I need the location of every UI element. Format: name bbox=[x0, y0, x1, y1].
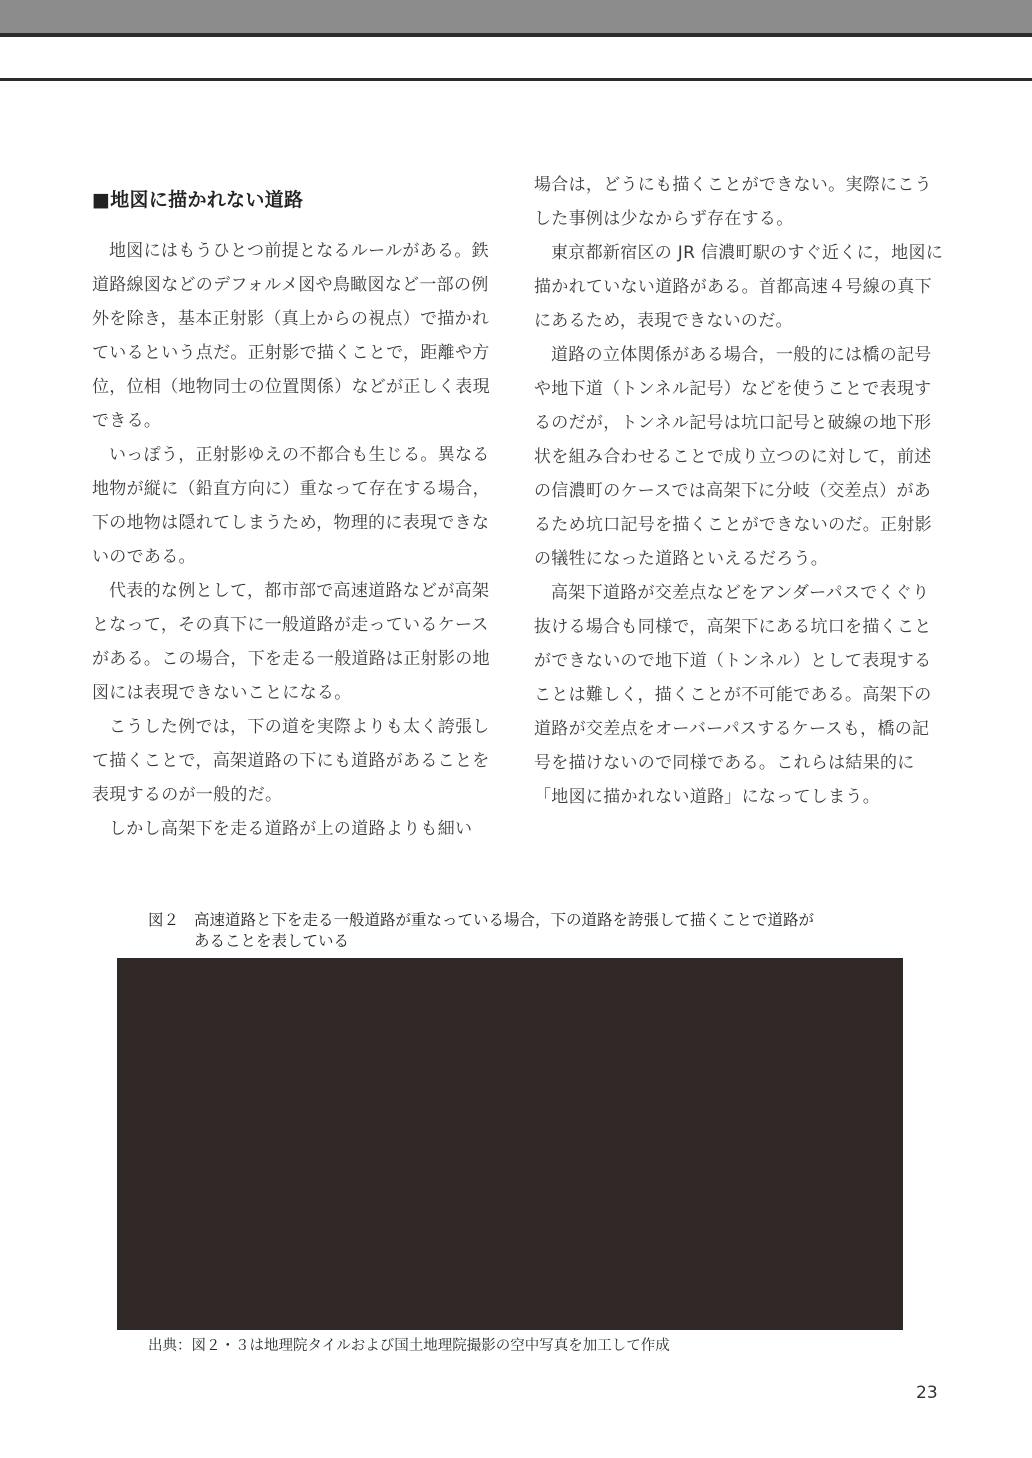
figure-caption-text: 高速道路と下を走る一般道路が重なっている場合，下の道路を誇張して描くことで道路が bbox=[194, 911, 815, 929]
figure-label: 図２ bbox=[148, 911, 180, 929]
page-number: 23 bbox=[916, 1383, 938, 1403]
header-rule bbox=[0, 33, 1032, 37]
figure-image bbox=[117, 958, 903, 1330]
figure-caption-text-continued: あることを表している bbox=[194, 932, 350, 950]
paragraph: こうした例では，下の道を実際よりも太く誇張して描くことで，高架道路の下にも道路があることを表現するのが一般的だ。 bbox=[92, 717, 490, 805]
figure-caption-line bbox=[148, 910, 908, 931]
section-heading: ■地図に描かれない道路 bbox=[92, 189, 304, 211]
paragraph: 高架下道路が交差点などをアンダーパスでくぐり抜ける場合も同様で，高架下にある坑口を描くことができないので地下道（トンネル）として表現することは難しく，描くことが不可能である。高架下の道路が交差点をオーバーパスするケースも，橋の記号を描けないので同様である。これらは結果的に「地図に描かれない道路」になってしまう。 bbox=[534, 583, 932, 807]
figure-source: 出典：図２・３は地理院タイルおよび国土地理院撮影の空中写真を加工して作成 bbox=[148, 1338, 670, 1354]
figure-caption bbox=[148, 910, 908, 952]
paragraph: いっぽう，正射影ゆえの不都合も生じる。異なる地物が縦に（鉛直方向に）重なって存在する場合，下の地物は隠れてしまうため，物理的に表現できないのである。 bbox=[92, 445, 490, 567]
paragraph: 代表的な例として，都市部で高速道路などが高架となって，その真下に一般道路が走っているケースがある。この場合，下を走る一般道路は正射影の地図には表現できないことになる。 bbox=[92, 581, 490, 703]
header-rule-secondary bbox=[0, 78, 1032, 81]
right-column bbox=[534, 168, 946, 814]
paragraph: 道路の立体関係がある場合，一般的には橋の記号や地下道（トンネル記号）などを使うことで表現するのだが，トンネル記号は坑口記号と破線の地下形状を組み合わせることで成り立つのに対して，前述の信濃町のケースでは高架下に分岐（交差点）があるため坑口記号を描くことができないのだ。正射影の犠牲になった道路といえるだろう。 bbox=[534, 345, 932, 569]
paragraph: しかし高架下を走る道路が上の道路よりも細い bbox=[109, 819, 473, 839]
paragraph: 東京都新宿区の JR 信濃町駅のすぐ近くに，地図に描かれていない道路がある。首都高速４号線の真下にあるため，表現できないのだ。 bbox=[534, 243, 944, 331]
paragraph-continued: 場合は，どうにも描くことができない。実際にこうした事例は少なからず存在する。 bbox=[534, 175, 932, 229]
left-column bbox=[92, 168, 504, 846]
header-band bbox=[0, 0, 1032, 33]
paragraph: 地図にはもうひとつ前提となるルールがある。鉄道路線図などのデフォルメ図や鳥瞰図など一部の例外を除き，基本正射影（真上からの視点）で描かれているという点だ。正射影で描くことで，距離や方位，位相（地物同士の位置関係）などが正しく表現できる。 bbox=[92, 241, 490, 431]
